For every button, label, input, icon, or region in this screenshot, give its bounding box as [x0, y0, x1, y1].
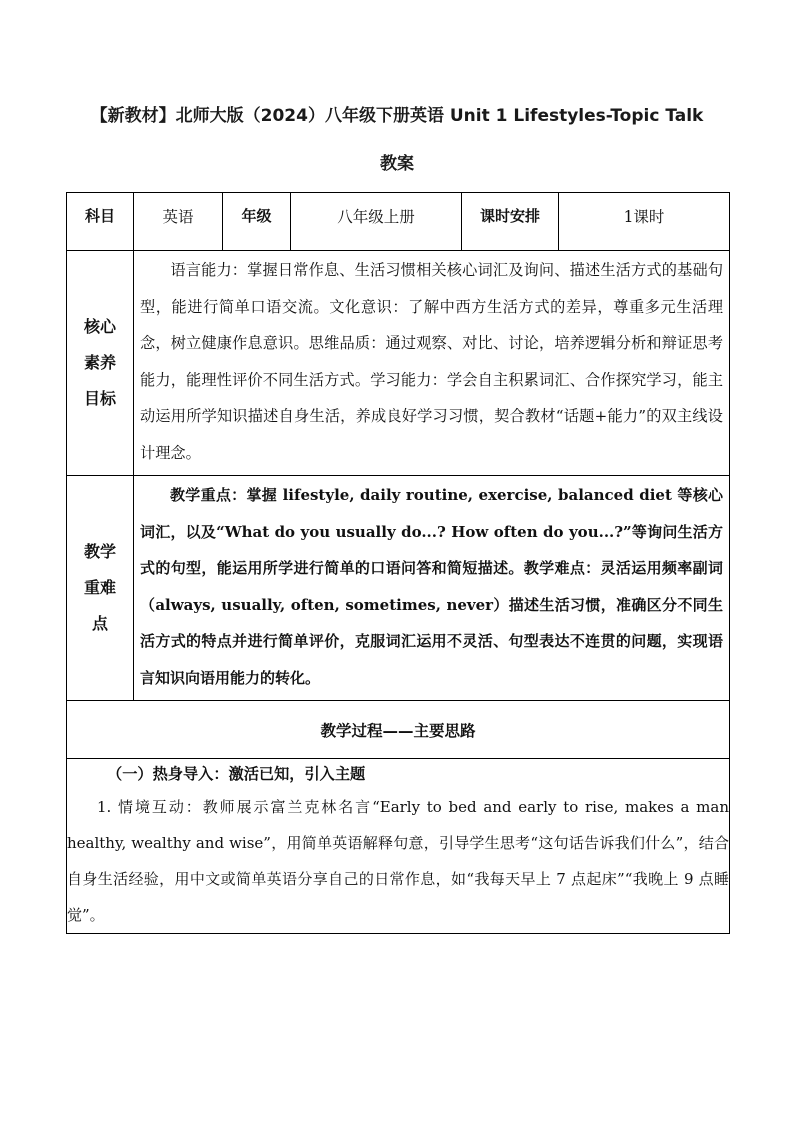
process-title: 教学过程——主要思路	[67, 701, 730, 759]
core-literacy-text: 语言能力：掌握日常作息、生活习惯相关核心词汇及询问、描述生活方式的基础句型，能进行简单口语交流。文化意识：了解中西方生活方式的差异，尊重多元生活理念，树立健康作息意识。思维品质：通过观察、对比、讨论，培养逻辑分析和辩证思考能力，能理性评价不同生活方式。学习能力：学会自主积累词汇、合作探究学习，能主动运用所学知识描述自身生活，养成良好学习习惯，契合教材“话题+能力”的双主线设计理念。	[140, 261, 723, 462]
subject-label: 科目	[84, 207, 115, 225]
document-title-line1: 【新教材】北师大版（2024）八年级下册英语 Unit 1 Lifestyles-Topic Talk	[90, 106, 704, 126]
core-literacy-row	[67, 251, 730, 476]
lesson-plan-table	[66, 192, 730, 934]
info-row	[67, 193, 730, 251]
document-title-line2: 教案	[380, 154, 414, 174]
section1-item1: 1. 情境互动：教师展示富兰克林名言“Early to bed and early to rise, makes a man healthy, wealthy and wise”，用简单英语解释句意，引导学生思考“这句话告诉我们什么”，结合自身生活经验，用中文或简单英语分享自己的日常作息，如“我每天早上 7 点起床”“我晚上 9 点睡觉”。	[67, 798, 729, 924]
subject-value: 英语	[162, 208, 194, 226]
section1-title: （一）热身导入：激活已知，引入主题	[107, 765, 366, 783]
grade-label: 年级	[241, 207, 272, 225]
key-points-label: 教学重难点	[67, 476, 134, 701]
key-points-text: 教学重点：掌握 lifestyle, daily routine, exercise, balanced diet 等核心词汇，以及“What do you usually do...? How often do you...?”等询问生活方式的句型，能运用所学进行简单的口语问答和简短描述。教学难点：灵活运用频率副词（always, usually, often, sometimes, never）描述生活习惯，准确区分不同生活方式的特点并进行简单评价，克服词汇运用不灵活、句型表达不连贯的问题，实现语言知识向语用能力的转化。	[140, 486, 723, 687]
grade-value: 八年级上册	[337, 208, 415, 226]
key-points-row	[67, 476, 730, 701]
core-literacy-label: 核心素养目标	[67, 251, 134, 476]
warmup-row	[67, 759, 730, 934]
schedule-label: 课时安排	[479, 207, 540, 225]
schedule-value: 1课时	[623, 208, 665, 226]
process-title-row	[67, 701, 730, 759]
